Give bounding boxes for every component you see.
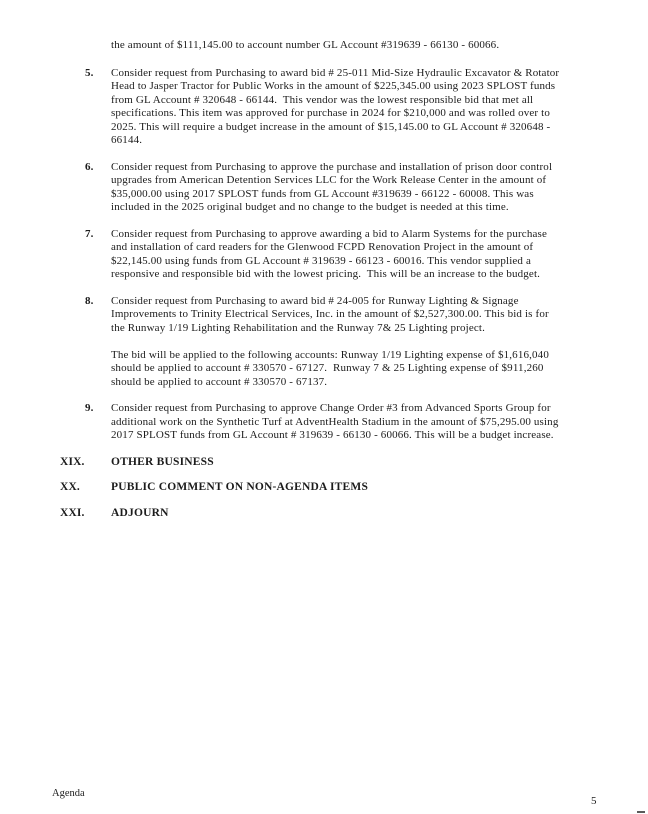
item-number: 5. [85,66,94,79]
item-body [111,161,560,215]
item-paragraph: Consider request from Purchasing to approve the purchase and installation of prison door control upgrades from American Detention Services LLC for the Work Release Center in the amount of $35,000.00 using 2017 SPLOST funds from GL Account #319639 - 66122 - 60008. This was included in the 2025 original budget and no change to the budget is needed at this time. [111,160,556,213]
item-paragraph: The bid will be applied to the following accounts: Runway 1/19 Lighting expense of $1,616,040 should be applied to account # 330570 - 67127. Runway 7 & 25 Lighting expense of $911,260 should be applied to account # 330570 - 67137. [111,348,552,388]
page-number: 5 [591,795,597,807]
item-body [111,295,560,390]
section-public-comment [60,481,560,495]
continuation-text: the amount of $111,145.00 to account number GL Account #319639 - 66130 - 60066. [111,39,500,51]
item-paragraph: Consider request from Purchasing to approve awarding a bid to Alarm Systems for the purchase and installation of card readers for the Glenwood FCPD Renovation Project in the amount of $22,145.00 using funds from GL Account # 319639 - 66123 - 60016. This vendor supplied a responsive and responsible bid with the lowest pricing. This will be an increase to the budget. [111,227,550,280]
section-title: OTHER BUSINESS [111,455,214,468]
section-adjourn [60,507,560,521]
section-numeral: XIX. [60,455,85,468]
item-number: 6. [85,160,94,173]
item-body [111,228,560,282]
item-body [111,402,560,443]
section-numeral: XX. [60,481,80,493]
section-title: ADJOURN [111,506,169,519]
item-number: 7. [85,227,94,240]
agenda-item-9 [60,402,560,443]
item-number: 9. [85,402,94,414]
agenda-item-7 [60,228,560,282]
agenda-item-5 [60,66,563,148]
page-edge-artifact [637,811,645,813]
section-other-business [60,456,560,470]
item-number: 8. [85,294,94,307]
footer-agenda-label: Agenda [52,788,85,799]
item-paragraph: Consider request from Purchasing to award bid # 24-005 for Runway Lighting & Signage Improvements to Trinity Electrical Services, Inc. in the amount of $2,527,300.00. This bid is for the Runway 1/19 Lighting Rehabilitation and the Runway 7& 25 Lighting project. [111,294,552,334]
item-paragraph: Consider request from Purchasing to award bid # 25-011 Mid-Size Hydraulic Excavator & Rotator Head to Jasper Tractor for Public Works in the amount of $225,345.00 using 2023 SPLOST funds from GL Account # 320648 - 66144. This vendor was the lowest responsible bid that met all specifications. This item was approved for purchase in 2024 for $210,000 and was rolled over to 2025. This will require a budget increase in the amount of $15,145.00 to GL Account # 320648 - 66144. [111,66,563,146]
item-body [111,66,563,148]
item-paragraph: Consider request from Purchasing to approve Change Order #3 from Advanced Sports Group for additional work on the Synthetic Turf at AdventHealth Stadium in the amount of $75,295.00 using 2017 SPLOST funds from GL Account # 319639 - 66130 - 60066. This will be a budget increase. [111,402,562,441]
page-content [60,39,563,532]
agenda-item-8 [60,295,560,390]
section-numeral: XXI. [60,506,85,519]
agenda-item-6 [60,161,560,215]
section-title: PUBLIC COMMENT ON NON-AGENDA ITEMS [111,481,369,493]
